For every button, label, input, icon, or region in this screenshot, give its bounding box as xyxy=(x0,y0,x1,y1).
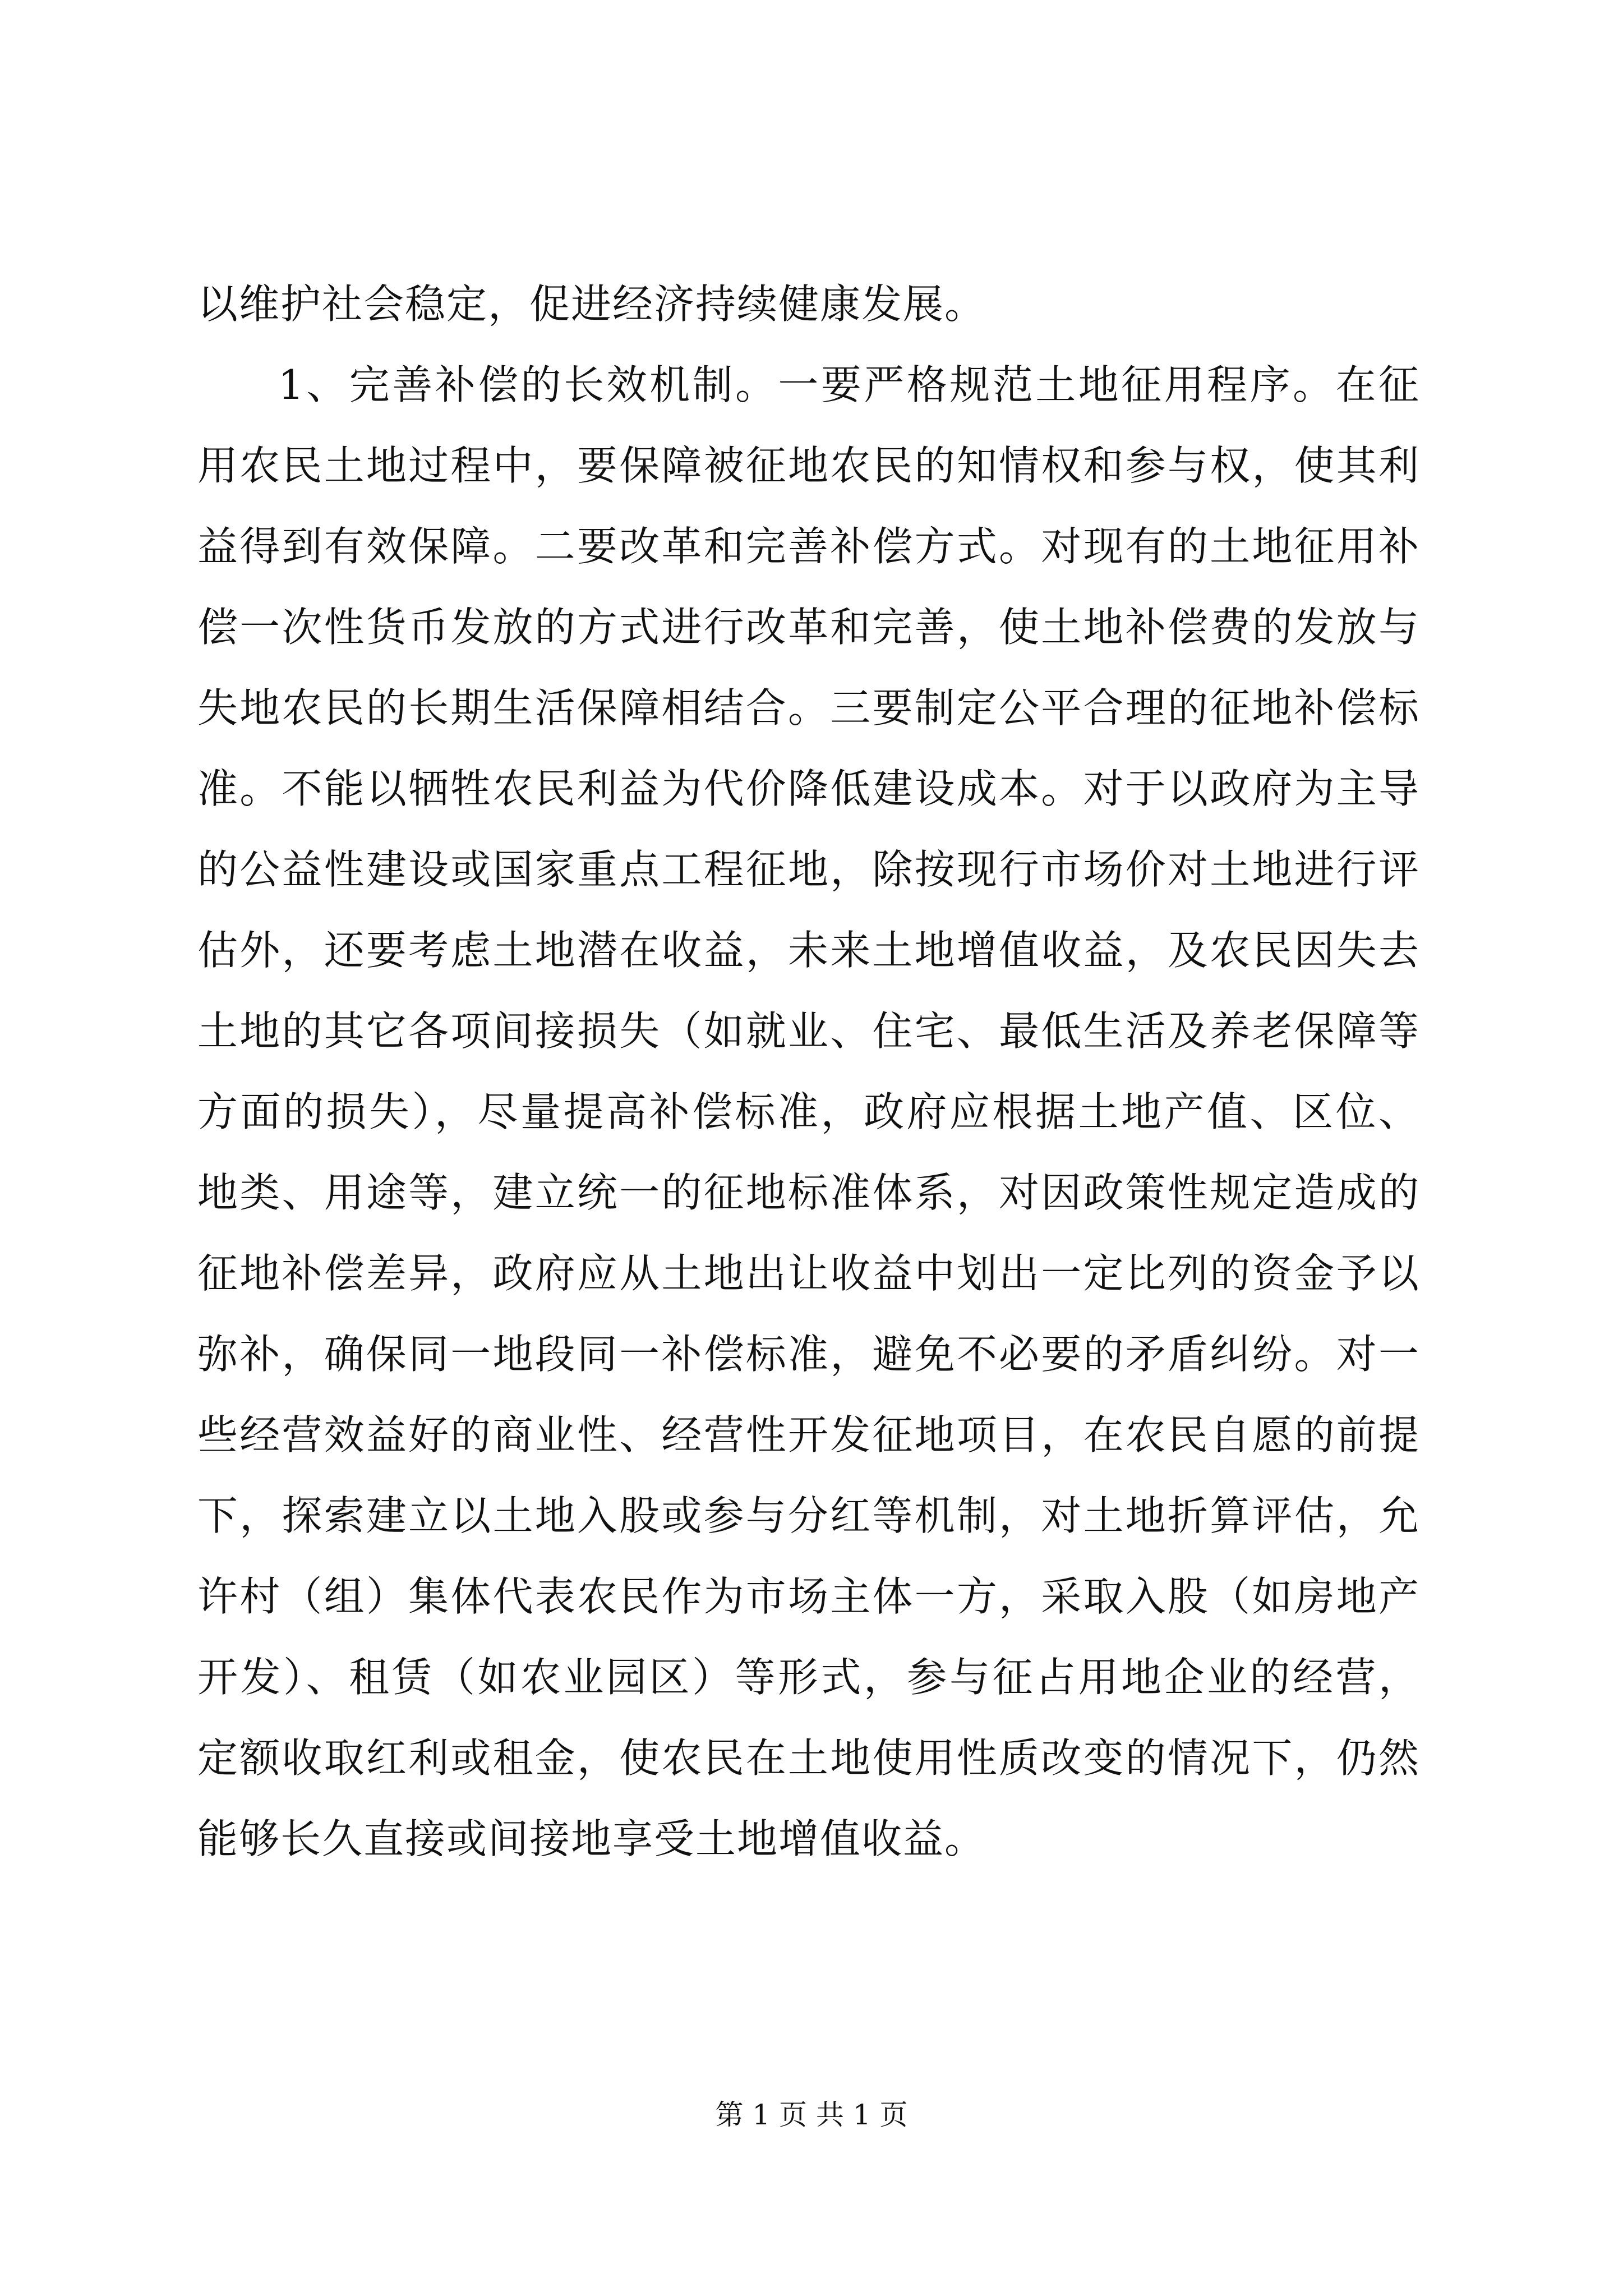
paragraph-compensation-mechanism: 1、完善补偿的长效机制。一要严格规范土地征用程序。在征用农民土地过程中，要保障被征地农民的知情权和参与权，使其利益得到有效保障。二要改革和完善补偿方式。对现有的土地征用补偿一次性货币发放的方式进行改革和完善，使土地补偿费的发放与失地农民的长期生活保障相结合。三要制定公平合理的征地补偿标准。不能以牺牲农民利益为代价降低建设成本。对于以政府为主导的公益性建设或国家重点工程征地，除按现行市场价对土地进行评估外，还要考虑土地潜在收益，未来土地增值收益，及农民因失去土地的其它各项间接损失（如就业、住宅、最低生活及养老保障等方面的损失），尽量提高补偿标准，政府应根据土地产值、区位、地类、用途等，建立统一的征地标准体系，对因政策性规定造成的征地补偿差异，政府应从土地出让收益中划出一定比列的资金予以弥补，确保同一地段同一补偿标准，避免不必要的矛盾纠纷。对一些经营效益好的商业性、经营性开发征地项目，在农民自愿的前提下，探索建立以土地入股或参与分红等机制，对土地折算评估，允许村（组）集体代表农民作为市场主体一方，采取入股（如房地产开发）、租赁（如农业园区）等形式，参与征占用地企业的经营，定额收取红利或租金，使农民在土地使用性质改变的情况下，仍然能够长久直接或间接地享受土地增值收益。 xyxy=(197,361,1420,1862)
document-body xyxy=(197,264,1420,1879)
paragraph-continuation: 以维护社会稳定，促进经济持续健康发展。 xyxy=(197,280,986,328)
page-footer: 第 1 页 共 1 页 xyxy=(715,2099,908,2131)
